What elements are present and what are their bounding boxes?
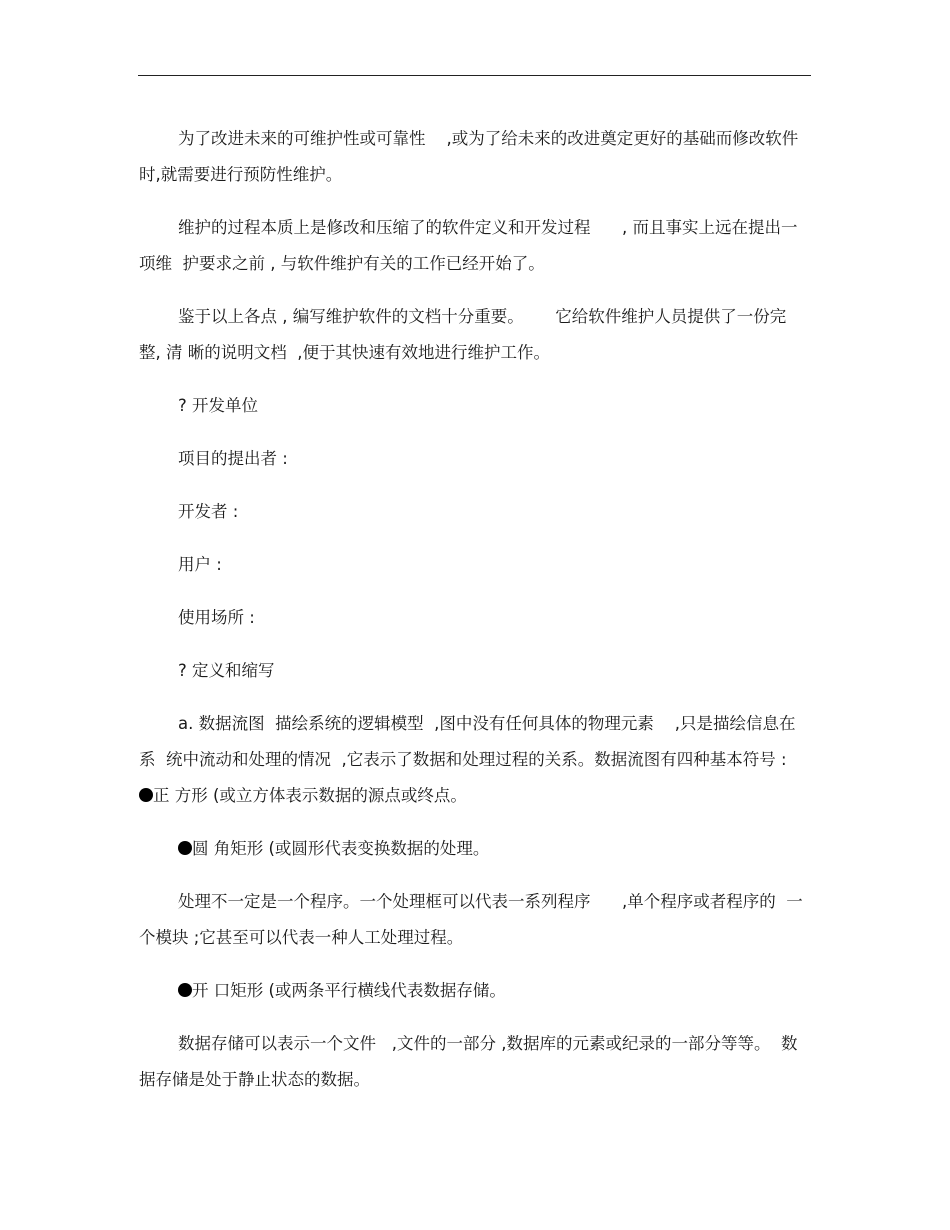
paragraph-open-rectangle [139, 973, 804, 1009]
bullet-icon [178, 983, 192, 997]
header-rule [138, 75, 811, 76]
paragraph-rounded-rectangle [139, 831, 804, 867]
paragraph-processing-description: 处理不一定是一个程序。一个处理框可以代表一系列程序 ,单个程序或者程序的 一个模块 ;它甚至可以代表一种人工处理过程。 [139, 892, 803, 947]
open-rectangle-text: 开 口矩形 (或两条平行横线代表数据存储。 [192, 981, 506, 1000]
paragraph-preventive-maintenance: 为了改进未来的可维护性或可靠性 ,或为了给未来的改进奠定更好的基础而修改软件 时,就需要进行预防性维护。 [139, 129, 809, 184]
dfd-text-before: a. 数据流图 描绘系统的逻辑模型 ,图中没有任何具体的物理元素 ,只是描绘信息在系 统中流动和处理的情况 ,它表示了数据和处理过程的关系。数据流图有四种基本符号 : [139, 714, 796, 769]
field-developer: 开发者 : [178, 502, 239, 521]
paragraph-data-storage: 数据存储可以表示一个文件 ,文件的一部分 ,数据库的元素或纪录的一部分等等。 数据存储是处于静止状态的数据。 [139, 1034, 798, 1089]
paragraph-documentation-importance: 鉴于以上各点 , 编写维护软件的文档十分重要。 它给软件维护人员提供了一份完整, 清 晰的说明文档 ,便于其快速有效地进行维护工作。 [139, 307, 787, 362]
document-body [139, 121, 809, 1115]
bullet-icon [178, 841, 192, 855]
heading-definitions-abbreviations: ? 定义和缩写 [178, 661, 275, 680]
dfd-text-after: 正 方形 (或立方体表示数据的源点或终点。 [153, 786, 467, 805]
field-usage-location: 使用场所 : [178, 608, 255, 627]
bullet-icon [139, 788, 153, 802]
field-project-proposer: 项目的提出者 : [178, 449, 288, 468]
paragraph-data-flow-diagram [139, 706, 804, 814]
heading-development-unit: ? 开发单位 [178, 396, 259, 415]
paragraph-maintenance-process: 维护的过程本质上是修改和压缩了的软件定义和开发过程 , 而且事实上远在提出一项维 护要求之前 , 与软件维护有关的工作已经开始了。 [139, 218, 798, 273]
rounded-rectangle-text: 圆 角矩形 (或圆形代表变换数据的处理。 [192, 839, 490, 858]
field-user: 用户 : [178, 555, 222, 574]
